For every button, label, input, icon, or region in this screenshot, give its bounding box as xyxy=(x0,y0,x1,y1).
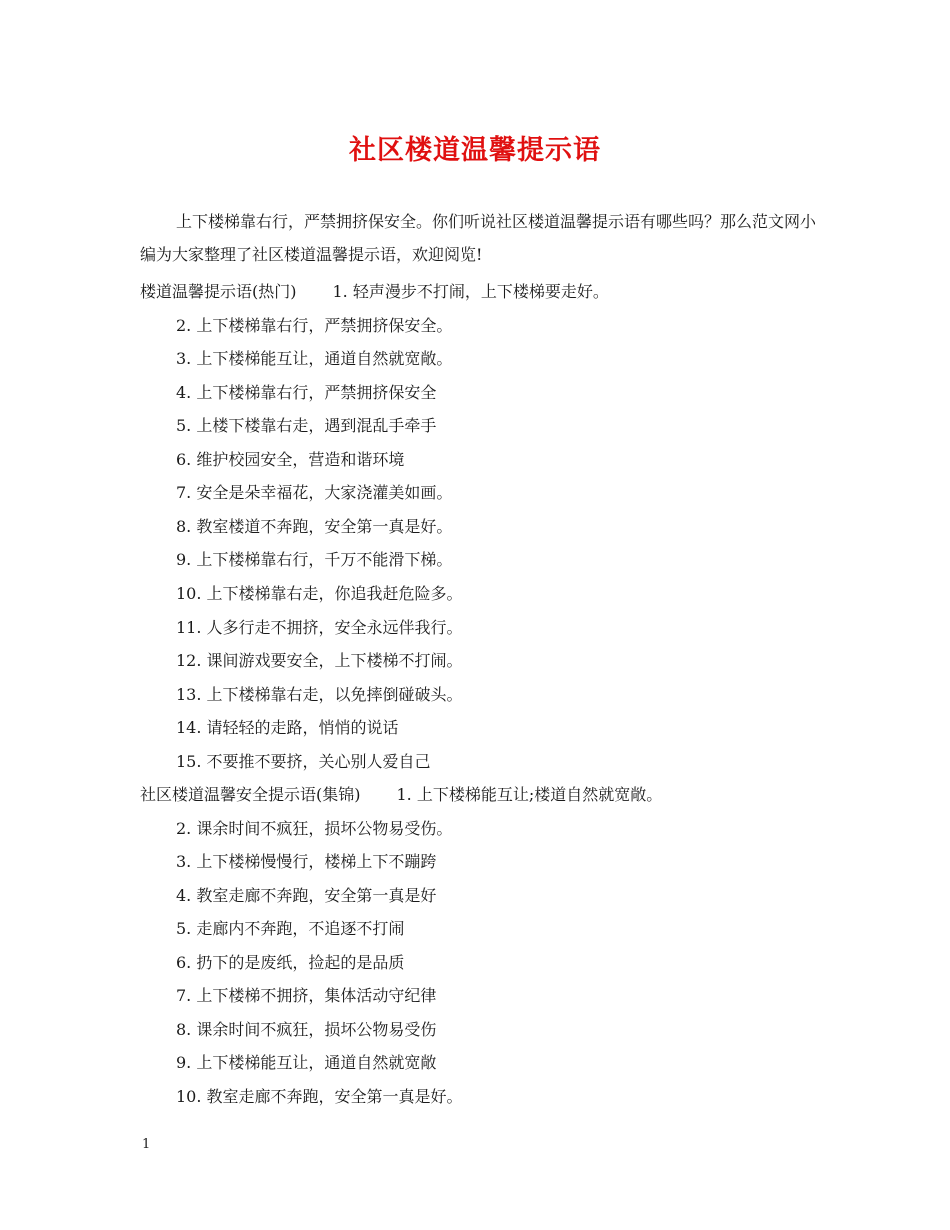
list-item: 9. 上下楼梯靠右行，千万不能滑下梯。 xyxy=(176,550,453,569)
list-item: 7. 上下楼梯不拥挤，集体活动守纪律 xyxy=(176,986,437,1005)
section-heading-collection xyxy=(140,785,662,805)
list-item: 9. 上下楼梯能互让，通道自然就宽敞 xyxy=(176,1053,437,1072)
list-item: 13. 上下楼梯靠右走，以免摔倒碰破头。 xyxy=(176,685,463,704)
list-item: 10. 教室走廊不奔跑，安全第一真是好。 xyxy=(176,1087,463,1106)
page-title: 社区楼道温馨提示语 xyxy=(349,135,601,166)
list-item: 2. 课余时间不疯狂，损坏公物易受伤。 xyxy=(176,819,453,838)
list-item: 15. 不要推不要挤，关心别人爱自己 xyxy=(176,752,431,771)
list-item: 6. 扔下的是废纸，捡起的是品质 xyxy=(176,953,405,972)
list-item: 11. 人多行走不拥挤，安全永远伴我行。 xyxy=(176,618,463,637)
list-item: 8. 教室楼道不奔跑，安全第一真是好。 xyxy=(176,517,453,536)
list-item: 6. 维护校园安全，营造和谐环境 xyxy=(176,450,405,469)
list-item: 14. 请轻轻的走路，悄悄的说话 xyxy=(176,718,399,737)
list-item: 4. 教室走廊不奔跑，安全第一真是好 xyxy=(176,886,437,905)
section-heading-hot xyxy=(140,282,609,302)
list-item: 2. 上下楼梯靠右行，严禁拥挤保安全。 xyxy=(176,316,453,335)
list-item: 1. 上下楼梯能互让;楼道自然就宽敞。 xyxy=(396,785,663,804)
list-item: 5. 走廊内不奔跑，不追逐不打闹 xyxy=(176,919,405,938)
list-item: 12. 课间游戏要安全，上下楼梯不打闹。 xyxy=(176,651,463,670)
section-title: 楼道温馨提示语(热门) xyxy=(140,282,297,301)
list-item: 5. 上楼下楼靠右走，遇到混乱手牵手 xyxy=(176,416,437,435)
list-item: 3. 上下楼梯慢慢行，楼梯上下不蹦跨 xyxy=(176,852,437,871)
intro-paragraph: 上下楼梯靠右行，严禁拥挤保安全。你们听说社区楼道温馨提示语有哪些吗？那么范文网小编为大家整理了社区楼道温馨提示语，欢迎阅览! xyxy=(140,212,817,264)
list-item: 10. 上下楼梯靠右走，你追我赶危险多。 xyxy=(176,584,463,603)
list-item: 1. 轻声漫步不打闹，上下楼梯要走好。 xyxy=(332,282,609,301)
list-item: 3. 上下楼梯能互让，通道自然就宽敞。 xyxy=(176,349,453,368)
list-item: 7. 安全是朵幸福花，大家浇灌美如画。 xyxy=(176,483,453,502)
list-item: 4. 上下楼梯靠右行，严禁拥挤保安全 xyxy=(176,383,437,402)
list-item: 8. 课余时间不疯狂，损坏公物易受伤 xyxy=(176,1020,437,1039)
section-title: 社区楼道温馨安全提示语(集锦) xyxy=(140,785,361,804)
page-number: 1 xyxy=(142,1137,151,1152)
